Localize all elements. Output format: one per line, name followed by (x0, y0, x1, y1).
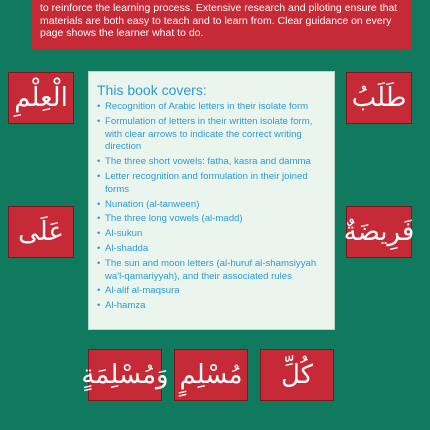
word-tile-faridah: فَرِيضَةٌ (346, 206, 412, 258)
list-item-text: Letter recognition and formulation in their joined forms (105, 170, 308, 195)
list-item (97, 243, 328, 256)
list-item (97, 258, 328, 284)
bullet-icon: • (97, 300, 101, 312)
bullet-icon: • (97, 115, 101, 127)
bullet-icon: • (97, 170, 101, 182)
list-item (97, 116, 328, 154)
list-item (97, 213, 328, 226)
list-item-text: Al-sukun (105, 228, 143, 240)
list-item (97, 300, 328, 313)
covers-list (97, 101, 328, 313)
list-item (97, 101, 328, 114)
list-item-text: Recognition of Arabic letters in their isolate form (105, 101, 309, 112)
list-item-text: The three long vowels (al-madd) (105, 213, 243, 225)
list-item-text: Al-shadda (105, 242, 149, 254)
list-item-text: The three short vowels: fatha, kasra and damma (105, 156, 311, 168)
covers-title: This book covers: (97, 82, 207, 98)
bullet-icon: • (97, 285, 101, 297)
word-tile-al-ilm: الْعِلْمِ (8, 72, 74, 124)
list-item-text: Formulation of letters in their written isolate form, with clear arrows to indicate the correct writing direction (105, 115, 313, 153)
list-item (97, 228, 328, 241)
list-item (97, 285, 328, 298)
bullet-icon: • (97, 228, 101, 240)
bullet-icon: • (97, 156, 101, 168)
book-covers-panel (88, 71, 335, 330)
word-tile-muslim: مُسْلِمٍ (174, 349, 248, 401)
list-item (97, 199, 328, 212)
bullet-icon: • (97, 257, 101, 269)
intro-line: materials are both easy to teach and to learn from. Clear guidance on every (40, 14, 392, 27)
list-item-text: Al-hamza (105, 300, 146, 312)
list-item-text: Al-alif al-maqsura (105, 285, 180, 297)
bullet-icon: • (97, 198, 101, 210)
intro-banner (32, 0, 412, 50)
list-item (97, 171, 328, 197)
bullet-icon: • (97, 101, 101, 112)
list-item (97, 156, 328, 169)
list-item-text: Nunation (al-tanween) (105, 198, 200, 210)
bullet-icon: • (97, 242, 101, 254)
bullet-icon: • (97, 213, 101, 225)
word-tile-kull: كُلِّ (260, 349, 334, 401)
intro-line: to reinforce the learning process. Extensive research and piloting ensure that (40, 2, 398, 14)
word-tile-wa-muslimah: وَمُسْلِمَةٍ (88, 349, 162, 401)
intro-line: page shows the learner what to do. (40, 27, 204, 39)
word-tile-ala: عَلَى (8, 206, 74, 258)
word-tile-talab: طَلَبُ (346, 72, 412, 124)
list-item-text: The sun and moon letters (al-huruf al-shamsiyyah wa'l-qamariyyah), and their associated rules (105, 257, 317, 282)
